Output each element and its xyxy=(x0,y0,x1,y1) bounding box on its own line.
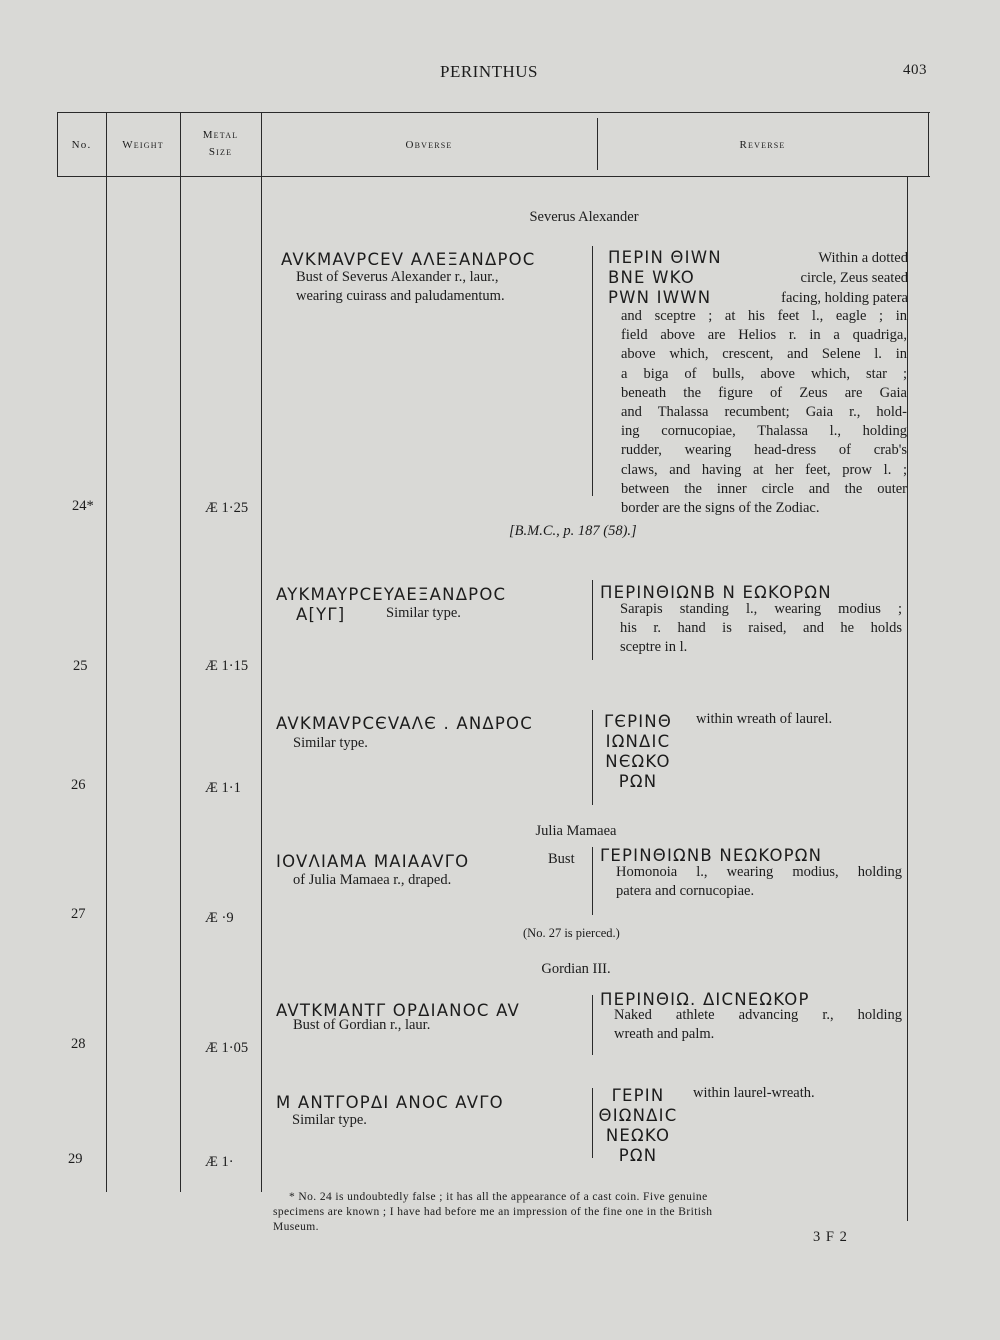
reverse-legend: ΓЄPINΘ IΩNΔIC NЄΩKO PΩN xyxy=(603,712,673,791)
obverse-legend: AVKMAVPCEV AΛEΞANΔPOC xyxy=(281,250,536,269)
col-header-metal: Metal xyxy=(202,129,239,141)
obverse-description: Bust of Severus Alexander r., laur., wearing cuirass and paludamentum. xyxy=(296,269,505,304)
right-inner-border xyxy=(907,176,908,1221)
reverse-description-side: within wreath of laurel. xyxy=(696,711,833,727)
metal-size: Æ 1·05 xyxy=(205,1040,249,1056)
entry-number: 26 xyxy=(71,777,86,793)
obverse-legend: IOVΛIAMA MAIAAVΓO xyxy=(276,852,470,871)
col-divider-size xyxy=(261,112,262,1192)
page-number: 403 xyxy=(903,62,927,78)
table-header-rule xyxy=(57,176,930,177)
section-heading: Gordian III. xyxy=(541,961,611,977)
reverse-description: Sarapis standing l., wearing modius ; his r. hand is raised, and he holds sceptre in l. xyxy=(620,601,902,655)
section-heading: Julia Mamaea xyxy=(535,823,617,839)
entry-number: 27 xyxy=(71,906,86,922)
obverse-description: Similar type. xyxy=(293,735,368,751)
col-header-weight: Weight xyxy=(122,139,164,151)
metal-size: Æ 1·15 xyxy=(205,658,249,674)
metal-size: Æ 1·25 xyxy=(205,500,249,516)
metal-size: Æ 1· xyxy=(205,1154,234,1170)
reverse-description: and sceptre ; at his feet l., eagle ; in field above are Helios r. in a quadriga, above which, crescent, and Selene l. in a biga of bulls, above which, star ; beneath the figure of Zeus are Gaia and Thalassa recumbent; Gaia r., hold- ing cornucopiae, Thalassa l., holding rudder, wearing head-dress of crab's claws, and having at her feet, prow l. ; between the inner circle and the outer border are the signs of the Zodiac. xyxy=(621,308,907,517)
col-divider-no xyxy=(106,112,107,1192)
entry-number: 24* xyxy=(72,498,94,514)
obverse-description: of Julia Mamaea r., draped. xyxy=(293,872,452,888)
obverse-reverse-divider xyxy=(592,246,593,496)
obverse-description: Bust of Gordian r., laur. xyxy=(293,1017,431,1033)
reverse-legend: ΓEPIN ΘIΩNΔIC NEΩKO PΩN xyxy=(598,1086,678,1165)
obverse-reverse-divider xyxy=(592,847,593,915)
running-title: PERINTHUS xyxy=(440,62,539,81)
col-header-obverse: Obverse xyxy=(405,139,453,151)
entry-number: 25 xyxy=(73,658,88,674)
obverse-description: Similar type. xyxy=(386,605,461,621)
table-top-rule xyxy=(57,112,930,113)
obverse-reverse-divider xyxy=(592,995,593,1055)
col-header-reverse: Reverse xyxy=(739,139,786,151)
reference: [B.M.C., p. 187 (58).] xyxy=(509,523,637,539)
entry-number: 28 xyxy=(71,1036,86,1052)
metal-size: Æ 1·1 xyxy=(205,780,241,796)
footnote: * No. 24 is undoubtedly false ; it has all the appearance of a cast coin. Five genuine specimens are known ; I have had before me an impression of the fine one in the British Museum. xyxy=(273,1191,713,1233)
obverse-legend: M ANTΓOPΔI ANOC AVΓO xyxy=(276,1093,504,1112)
reverse-description-side: Within a dotted circle, Zeus seated facing, holding patera xyxy=(781,250,908,306)
reverse-legend: ΓEPINΘIΩNB NEΩKOPΩN xyxy=(600,846,823,865)
obverse-legend: AYKMAYPCEYAEΞANΔPOC xyxy=(276,585,507,604)
reverse-description-side: within laurel-wreath. xyxy=(693,1085,815,1101)
obverse-legend-tail: Bust xyxy=(548,851,575,867)
note: (No. 27 is pierced.) xyxy=(523,926,620,940)
reverse-description: Naked athlete advancing r., holding wreath and palm. xyxy=(614,1007,902,1042)
reverse-legend: ΠEPIN ΘIWN BNE WKO PWN IWWN xyxy=(608,248,722,307)
obverse-legend: AVKMAVPCЄVAΛЄ . ANΔPOC xyxy=(276,714,533,733)
metal-size: Æ ·9 xyxy=(205,910,234,926)
right-border xyxy=(928,112,929,176)
obverse-legend-continuation: A[YΓ] xyxy=(296,605,346,624)
obverse-legend: AVTKMANTΓ OPΔIANOC AV xyxy=(276,1001,520,1020)
section-heading: Severus Alexander xyxy=(529,209,639,225)
reverse-legend: ΠEPINΘIΩ. ΔICNEΩKOP xyxy=(600,990,810,1009)
obverse-reverse-divider xyxy=(592,1088,593,1158)
col-header-no: No. xyxy=(71,139,92,151)
obverse-reverse-divider xyxy=(592,710,593,805)
reverse-description: Homonoia l., wearing modius, holding patera and cornucopiae. xyxy=(616,864,902,899)
col-header-size: Size xyxy=(208,146,233,158)
col-divider-weight xyxy=(180,112,181,1192)
entry-number: 29 xyxy=(68,1151,83,1167)
signature-mark: 3 F 2 xyxy=(813,1229,848,1245)
obverse-description: Similar type. xyxy=(292,1112,367,1128)
reverse-legend: ΠEPINΘIΩNB N EΩKOPΩN xyxy=(600,583,832,602)
obverse-reverse-divider xyxy=(592,580,593,660)
